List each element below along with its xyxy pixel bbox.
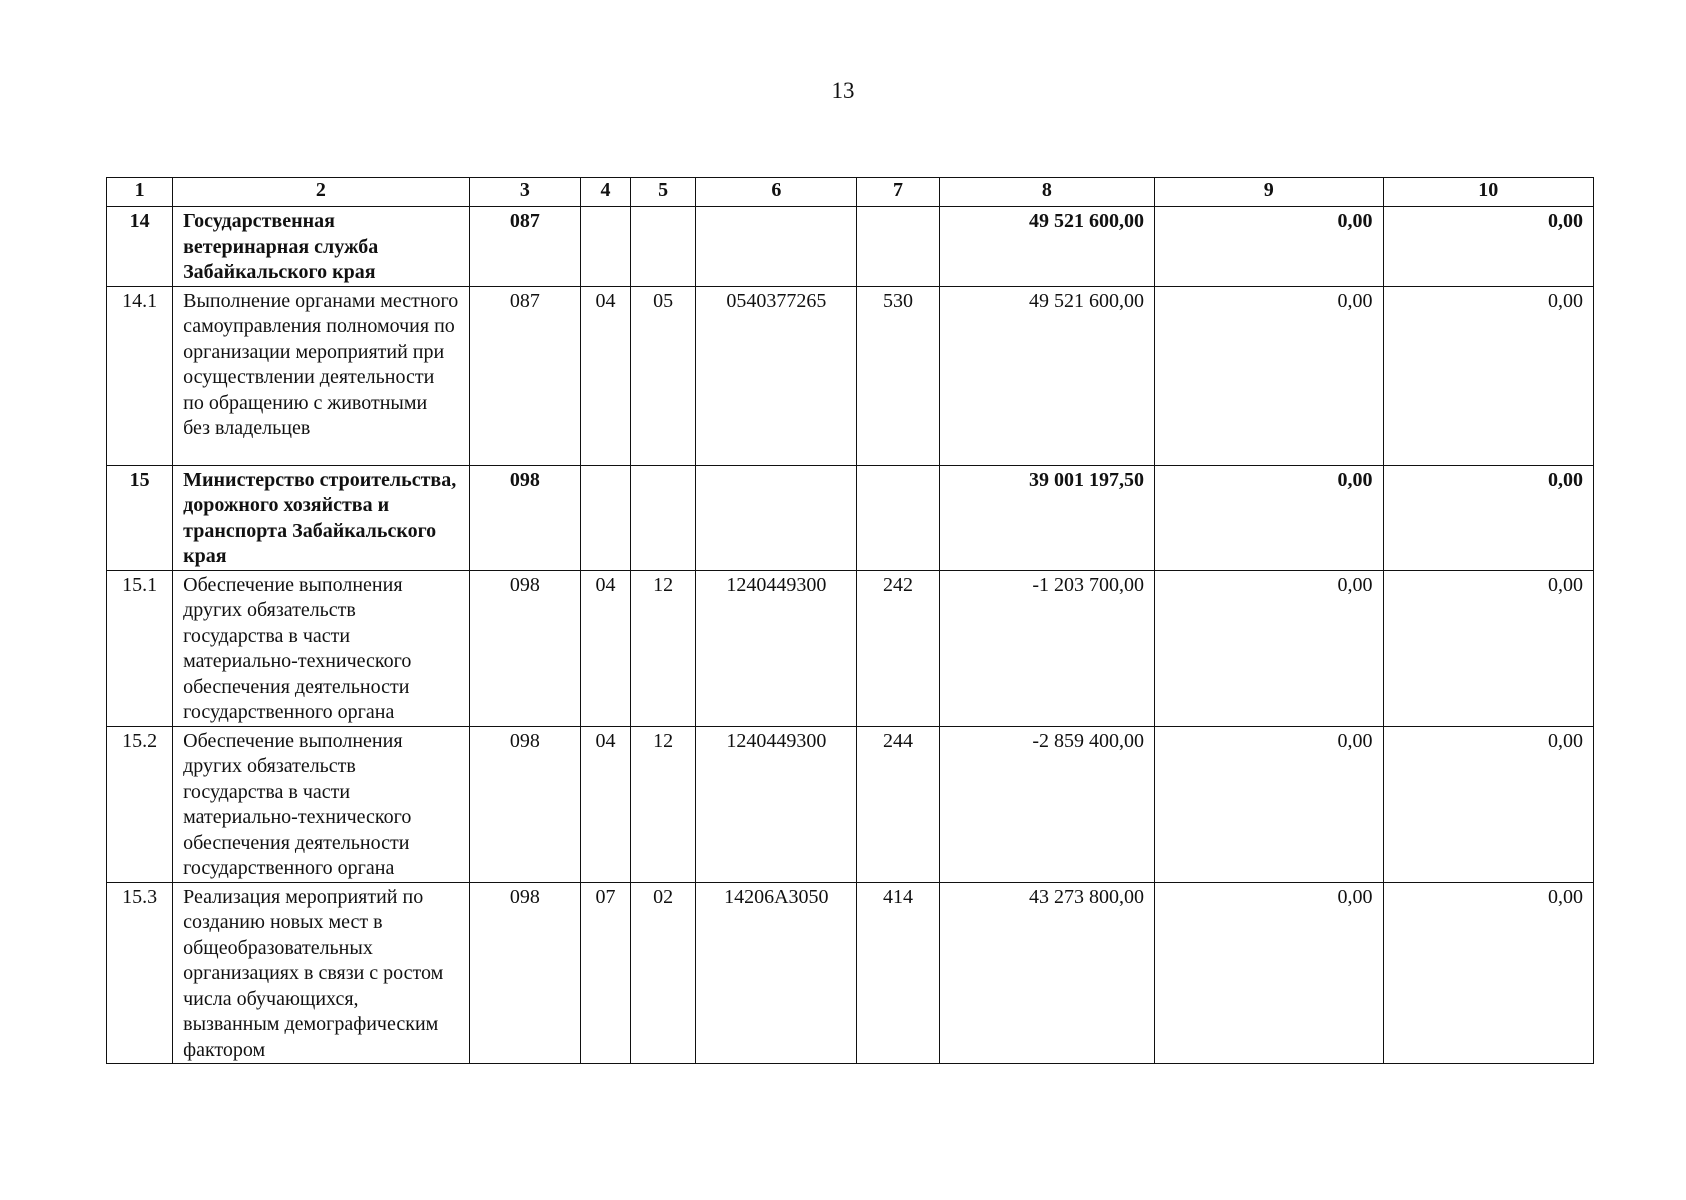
cell-col10: 0,00 [1383, 286, 1594, 465]
row-number: 14.1 [107, 286, 173, 465]
table-row [107, 882, 1594, 1064]
row-number: 15.3 [107, 882, 173, 1064]
cell-col4 [580, 465, 630, 570]
cell-col3: 098 [469, 570, 580, 726]
cell-col4: 04 [580, 286, 630, 465]
cell-col7: 530 [857, 286, 939, 465]
cell-col7: 244 [857, 726, 939, 882]
cell-col3: 098 [469, 726, 580, 882]
table-row [107, 286, 1594, 465]
column-header: 7 [857, 178, 939, 207]
column-header: 3 [469, 178, 580, 207]
table-row [107, 207, 1594, 287]
cell-col9: 0,00 [1155, 207, 1383, 287]
cell-col8: 43 273 800,00 [939, 882, 1154, 1064]
column-header: 5 [631, 178, 696, 207]
cell-col9: 0,00 [1155, 465, 1383, 570]
header-row [107, 178, 1594, 207]
cell-col5: 12 [631, 726, 696, 882]
cell-col5: 05 [631, 286, 696, 465]
cell-col4: 07 [580, 882, 630, 1064]
cell-col9: 0,00 [1155, 570, 1383, 726]
row-number: 15.1 [107, 570, 173, 726]
cell-col6: 1240449300 [696, 570, 857, 726]
column-header: 2 [173, 178, 470, 207]
cell-col7 [857, 207, 939, 287]
row-number: 14 [107, 207, 173, 287]
cell-col10: 0,00 [1383, 207, 1594, 287]
row-number: 15.2 [107, 726, 173, 882]
cell-col10: 0,00 [1383, 882, 1594, 1064]
cell-col9: 0,00 [1155, 286, 1383, 465]
cell-col7: 242 [857, 570, 939, 726]
cell-col3: 098 [469, 882, 580, 1064]
cell-col8: -1 203 700,00 [939, 570, 1154, 726]
cell-col10: 0,00 [1383, 570, 1594, 726]
cell-col9: 0,00 [1155, 882, 1383, 1064]
cell-col4: 04 [580, 726, 630, 882]
column-header: 6 [696, 178, 857, 207]
page-number: 13 [831, 78, 855, 103]
row-name: Министерство строительства, дорожного хозяйства и транспорта Забайкальского края [173, 465, 470, 570]
cell-col10: 0,00 [1383, 726, 1594, 882]
column-header: 9 [1155, 178, 1383, 207]
cell-col6: 1240449300 [696, 726, 857, 882]
cell-col6: 14206A3050 [696, 882, 857, 1064]
cell-col8: 39 001 197,50 [939, 465, 1154, 570]
cell-col5 [631, 465, 696, 570]
column-header: 8 [939, 178, 1154, 207]
row-number: 15 [107, 465, 173, 570]
table-row [107, 726, 1594, 882]
cell-col3: 087 [469, 207, 580, 287]
cell-col6: 0540377265 [696, 286, 857, 465]
row-name: Государственная ветеринарная служба Забайкальского края [173, 207, 470, 287]
cell-col4: 04 [580, 570, 630, 726]
cell-col9: 0,00 [1155, 726, 1383, 882]
cell-col4 [580, 207, 630, 287]
cell-col6 [696, 465, 857, 570]
cell-col3: 087 [469, 286, 580, 465]
row-name: Выполнение органами местного самоуправления полномочия по организации мероприятий при осуществлении деятельности по обращению с животными без владельцев [173, 286, 470, 465]
cell-col10: 0,00 [1383, 465, 1594, 570]
table-row [107, 570, 1594, 726]
cell-col8: 49 521 600,00 [939, 207, 1154, 287]
cell-col7 [857, 465, 939, 570]
table-row [107, 465, 1594, 570]
row-name: Реализация мероприятий по созданию новых мест в общеобразовательных организациях в связи с ростом числа обучающихся, вызванным демографическим фактором [173, 882, 470, 1064]
cell-col6 [696, 207, 857, 287]
cell-col8: 49 521 600,00 [939, 286, 1154, 465]
cell-col7: 414 [857, 882, 939, 1064]
row-name: Обеспечение выполнения других обязательств государства в части материально-технического обеспечения деятельности государственного органа [173, 726, 470, 882]
row-name: Обеспечение выполнения других обязательств государства в части материально-технического обеспечения деятельности государственного органа [173, 570, 470, 726]
cell-col5: 12 [631, 570, 696, 726]
cell-col5: 02 [631, 882, 696, 1064]
budget-table [106, 177, 1594, 1064]
column-header: 1 [107, 178, 173, 207]
cell-col5 [631, 207, 696, 287]
column-header: 4 [580, 178, 630, 207]
cell-col3: 098 [469, 465, 580, 570]
column-header: 10 [1383, 178, 1594, 207]
cell-col8: -2 859 400,00 [939, 726, 1154, 882]
